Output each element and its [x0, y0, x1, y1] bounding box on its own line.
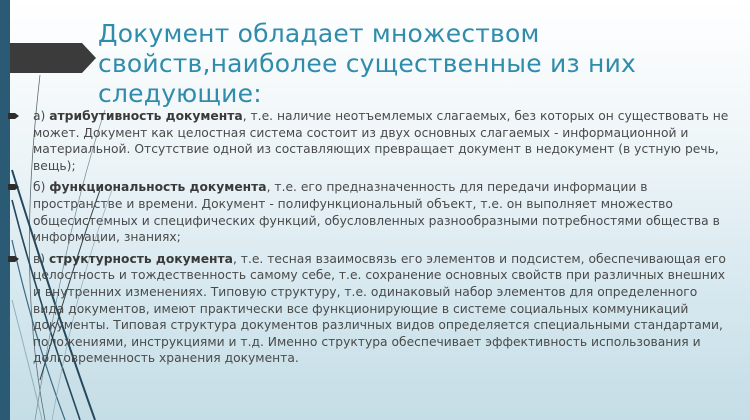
slide-title: [98, 19, 718, 109]
item-term: структурность документа: [48, 251, 233, 266]
list-item-structurality: [30, 251, 730, 367]
item-text: , т.е. наличие неотъемлемых слагаемых, без которых он существовать не может. Документ как целостная система состоит из двух основных слагаемых - информационной и материальной. Отсутствие одной из составляющих превращает документ в недокумент (в устную речь, вещь);: [33, 109, 729, 173]
item-prefix: в): [33, 251, 49, 266]
bullet-list: [30, 108, 730, 372]
left-accent-band: [0, 0, 10, 420]
title-line-3: следующие:: [98, 78, 262, 108]
item-text: , т.е. тесная взаимосвязь его элементов и подсистем, обеспечивающая его целостность и тождественность самому себе, т.е. сохранение основных свойств при различных внешних и внутренних изменениях. Типовую структуру, т.е. одинаковый набор элементов для определенного вида документов, имеют практически все функционирующие в системе социальных коммуникаций документы. Типовая структура документов различных видов определяется специальными стандартами, положениями, инструкциями и т.д. Именно структура обеспечивает эффективность использования и долговременность хранения документа.: [33, 251, 726, 366]
title-arrow-icon: [10, 43, 96, 73]
title-line-2: свойств,наиболее существенные из них: [98, 48, 637, 78]
item-prefix: б): [33, 180, 50, 195]
item-term: функциональность документа: [49, 180, 267, 195]
arrow-bullet-icon: [8, 112, 20, 120]
item-prefix: а): [33, 109, 50, 123]
arrow-bullet-icon: [8, 183, 20, 191]
arrow-bullet-icon: [8, 255, 20, 263]
title-line-1: Документ обладает множеством: [98, 18, 540, 48]
list-item-attributivity: [30, 108, 730, 174]
list-item-functionality: [30, 179, 730, 245]
item-term: атрибутивность документа: [49, 109, 243, 123]
item-text: , т.е. его предназначенность для передачи информации в пространстве и времени. Документ - полифункциональный объект, т.е. он выполняет множество общесистемных и специфических функций, обусловленных разнообразными потребностями общества в информации, знаниях;: [33, 180, 720, 245]
